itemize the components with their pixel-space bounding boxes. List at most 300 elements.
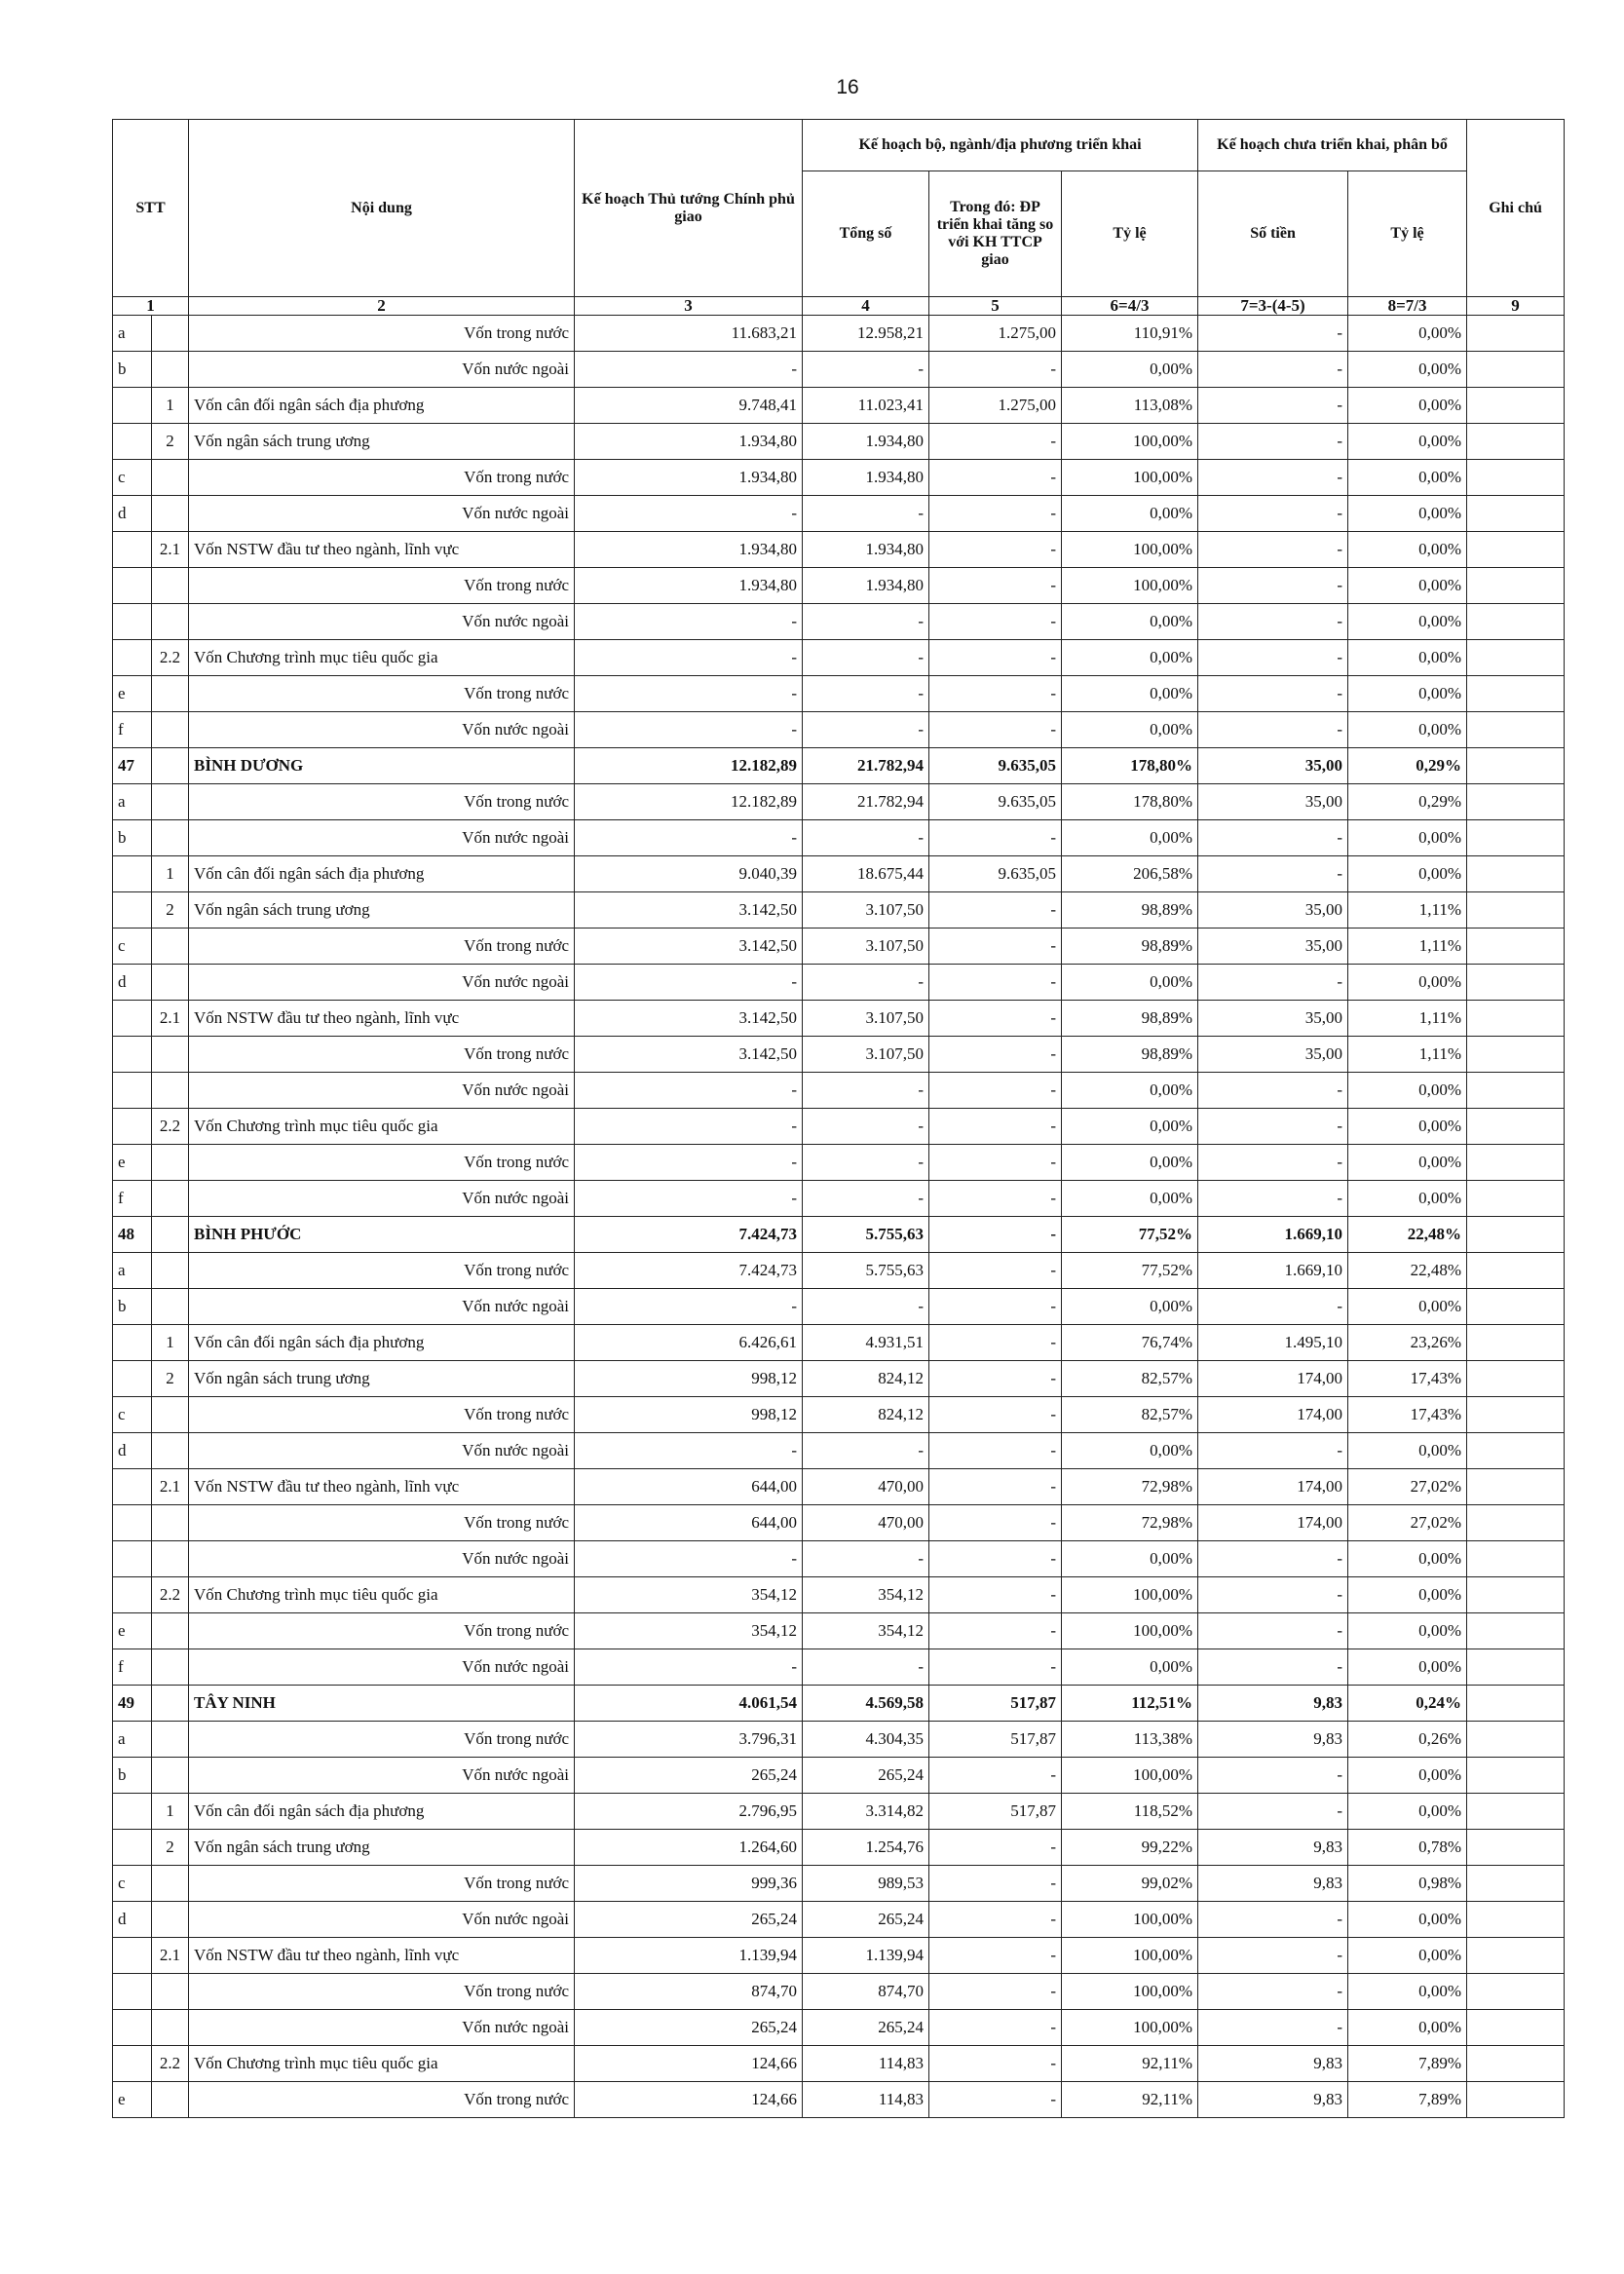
- cell-ty-le: 0,00%: [1062, 496, 1198, 532]
- cell-ke-hoach-ttcp: 124,66: [575, 2046, 803, 2082]
- cell-ghi-chu: [1467, 2082, 1565, 2118]
- cell-tang: 1.275,00: [929, 316, 1062, 352]
- cell-tang: -: [929, 2010, 1062, 2046]
- cell-ghi-chu: [1467, 424, 1565, 460]
- cell-tong-so: -: [803, 1145, 929, 1181]
- cell-so-tien: -: [1198, 568, 1348, 604]
- row-name: Vốn NSTW đầu tư theo ngành, lĩnh vực: [189, 1938, 575, 1974]
- cell-tong-so: -: [803, 676, 929, 712]
- cell-ghi-chu: [1467, 1974, 1565, 2010]
- cell-ke-hoach-ttcp: -: [575, 1541, 803, 1577]
- row-name: Vốn nước ngoài: [189, 1181, 575, 1217]
- cell-ty-le-2: 0,00%: [1348, 1758, 1467, 1794]
- cell-ke-hoach-ttcp: 998,12: [575, 1361, 803, 1397]
- cell-ty-le-2: 7,89%: [1348, 2046, 1467, 2082]
- cell-ty-le: 0,00%: [1062, 1073, 1198, 1109]
- column-number: 6=4/3: [1062, 297, 1198, 316]
- cell-ghi-chu: [1467, 1613, 1565, 1649]
- table-row: [113, 1289, 1565, 1325]
- cell-so-tien: -: [1198, 1974, 1348, 2010]
- cell-ty-le-2: 17,43%: [1348, 1397, 1467, 1433]
- row-sub-number: [152, 496, 189, 532]
- cell-so-tien: 174,00: [1198, 1397, 1348, 1433]
- cell-tang: -: [929, 1758, 1062, 1794]
- cell-ke-hoach-ttcp: -: [575, 1649, 803, 1686]
- cell-ghi-chu: [1467, 820, 1565, 856]
- cell-ghi-chu: [1467, 1073, 1565, 1109]
- cell-ty-le: 99,02%: [1062, 1866, 1198, 1902]
- cell-ty-le: 0,00%: [1062, 1433, 1198, 1469]
- table-row: [113, 1145, 1565, 1181]
- cell-ty-le-2: 0,00%: [1348, 1109, 1467, 1145]
- row-name: Vốn Chương trình mục tiêu quốc gia: [189, 640, 575, 676]
- cell-ke-hoach-ttcp: 265,24: [575, 1758, 803, 1794]
- row-sub-number: [152, 1686, 189, 1722]
- row-stt: b: [113, 820, 152, 856]
- row-stt: 49: [113, 1686, 152, 1722]
- row-name: Vốn nước ngoài: [189, 352, 575, 388]
- cell-so-tien: 9,83: [1198, 2046, 1348, 2082]
- row-name: Vốn Chương trình mục tiêu quốc gia: [189, 1109, 575, 1145]
- cell-ghi-chu: [1467, 1794, 1565, 1830]
- row-stt: f: [113, 1181, 152, 1217]
- cell-ty-le-2: 0,78%: [1348, 1830, 1467, 1866]
- column-number: 7=3-(4-5): [1198, 297, 1348, 316]
- table-row: [113, 965, 1565, 1001]
- table-row: [113, 1325, 1565, 1361]
- row-name: Vốn trong nước: [189, 1397, 575, 1433]
- cell-tong-so: -: [803, 1433, 929, 1469]
- cell-ghi-chu: [1467, 1649, 1565, 1686]
- column-number: 1: [113, 297, 189, 316]
- table-row: [113, 460, 1565, 496]
- row-name: Vốn trong nước: [189, 1613, 575, 1649]
- table-row: [113, 1613, 1565, 1649]
- header-trong-do: Trong đó: ĐP triển khai tăng so với KH TTCP giao: [929, 171, 1062, 297]
- cell-so-tien: 9,83: [1198, 2082, 1348, 2118]
- cell-ty-le: 206,58%: [1062, 856, 1198, 892]
- cell-ghi-chu: [1467, 568, 1565, 604]
- cell-ke-hoach-ttcp: 1.934,80: [575, 532, 803, 568]
- cell-ke-hoach-ttcp: 354,12: [575, 1613, 803, 1649]
- row-stt: [113, 1541, 152, 1577]
- row-sub-number: 2: [152, 892, 189, 929]
- cell-ke-hoach-ttcp: 3.142,50: [575, 892, 803, 929]
- cell-ke-hoach-ttcp: 354,12: [575, 1577, 803, 1613]
- row-sub-number: [152, 1505, 189, 1541]
- cell-tong-so: 354,12: [803, 1613, 929, 1649]
- cell-so-tien: -: [1198, 1433, 1348, 1469]
- cell-ty-le: 92,11%: [1062, 2046, 1198, 2082]
- cell-ghi-chu: [1467, 965, 1565, 1001]
- cell-tong-so: 3.314,82: [803, 1794, 929, 1830]
- cell-ty-le: 82,57%: [1062, 1361, 1198, 1397]
- cell-tang: 9.635,05: [929, 856, 1062, 892]
- cell-ty-le-2: 0,00%: [1348, 1902, 1467, 1938]
- row-sub-number: 2.2: [152, 1109, 189, 1145]
- cell-so-tien: 174,00: [1198, 1469, 1348, 1505]
- row-stt: e: [113, 2082, 152, 2118]
- row-sub-number: [152, 1541, 189, 1577]
- cell-tong-so: -: [803, 820, 929, 856]
- row-name: Vốn trong nước: [189, 2082, 575, 2118]
- cell-ty-le: 100,00%: [1062, 1758, 1198, 1794]
- cell-ty-le-2: 0,00%: [1348, 532, 1467, 568]
- cell-so-tien: 1.495,10: [1198, 1325, 1348, 1361]
- cell-ke-hoach-ttcp: -: [575, 496, 803, 532]
- row-sub-number: 2: [152, 1361, 189, 1397]
- cell-ty-le-2: 0,00%: [1348, 1073, 1467, 1109]
- cell-tang: -: [929, 892, 1062, 929]
- cell-so-tien: 35,00: [1198, 892, 1348, 929]
- province-row: [113, 748, 1565, 784]
- table-row: [113, 1037, 1565, 1073]
- cell-tong-so: -: [803, 640, 929, 676]
- cell-ghi-chu: [1467, 1902, 1565, 1938]
- cell-ty-le: 100,00%: [1062, 1902, 1198, 1938]
- cell-ghi-chu: [1467, 1217, 1565, 1253]
- cell-so-tien: -: [1198, 965, 1348, 1001]
- cell-so-tien: -: [1198, 460, 1348, 496]
- table-row: [113, 1181, 1565, 1217]
- cell-ty-le-2: 0,00%: [1348, 676, 1467, 712]
- row-sub-number: [152, 1253, 189, 1289]
- cell-tong-so: 824,12: [803, 1397, 929, 1433]
- cell-ty-le-2: 0,00%: [1348, 712, 1467, 748]
- row-sub-number: 2.2: [152, 2046, 189, 2082]
- row-sub-number: [152, 568, 189, 604]
- cell-so-tien: 9,83: [1198, 1722, 1348, 1758]
- cell-ty-le-2: 0,00%: [1348, 1145, 1467, 1181]
- header-ty-le: Tỷ lệ: [1062, 171, 1198, 297]
- cell-so-tien: 1.669,10: [1198, 1253, 1348, 1289]
- cell-ty-le-2: 0,00%: [1348, 424, 1467, 460]
- table-row: [113, 1649, 1565, 1686]
- cell-ty-le: 82,57%: [1062, 1397, 1198, 1433]
- cell-tong-so: 11.023,41: [803, 388, 929, 424]
- row-name: TÂY NINH: [189, 1686, 575, 1722]
- cell-ty-le: 178,80%: [1062, 784, 1198, 820]
- cell-so-tien: -: [1198, 388, 1348, 424]
- cell-tong-so: 1.139,94: [803, 1938, 929, 1974]
- cell-so-tien: -: [1198, 856, 1348, 892]
- cell-ke-hoach-ttcp: -: [575, 604, 803, 640]
- row-stt: [113, 640, 152, 676]
- cell-ke-hoach-ttcp: -: [575, 352, 803, 388]
- row-sub-number: [152, 2082, 189, 2118]
- cell-ke-hoach-ttcp: -: [575, 1181, 803, 1217]
- cell-ke-hoach-ttcp: 1.934,80: [575, 424, 803, 460]
- cell-ty-le: 100,00%: [1062, 532, 1198, 568]
- cell-ty-le-2: 22,48%: [1348, 1253, 1467, 1289]
- cell-ghi-chu: [1467, 1001, 1565, 1037]
- cell-ty-le-2: 0,00%: [1348, 1433, 1467, 1469]
- table-row: [113, 1361, 1565, 1397]
- row-stt: f: [113, 712, 152, 748]
- cell-ke-hoach-ttcp: -: [575, 1073, 803, 1109]
- cell-tang: -: [929, 820, 1062, 856]
- cell-ty-le-2: 0,00%: [1348, 388, 1467, 424]
- cell-ty-le: 100,00%: [1062, 1613, 1198, 1649]
- table-row: [113, 856, 1565, 892]
- cell-ghi-chu: [1467, 676, 1565, 712]
- row-name: Vốn trong nước: [189, 1974, 575, 2010]
- cell-ghi-chu: [1467, 1361, 1565, 1397]
- row-sub-number: [152, 1217, 189, 1253]
- row-name: Vốn cân đối ngân sách địa phương: [189, 1794, 575, 1830]
- cell-ty-le-2: 1,11%: [1348, 1001, 1467, 1037]
- row-name: Vốn ngân sách trung ương: [189, 892, 575, 929]
- cell-ty-le: 0,00%: [1062, 1181, 1198, 1217]
- cell-tong-so: 989,53: [803, 1866, 929, 1902]
- row-name: Vốn nước ngoài: [189, 1433, 575, 1469]
- row-stt: [113, 1325, 152, 1361]
- cell-so-tien: -: [1198, 1577, 1348, 1613]
- cell-ty-le: 100,00%: [1062, 2010, 1198, 2046]
- cell-ghi-chu: [1467, 532, 1565, 568]
- cell-ty-le: 100,00%: [1062, 1577, 1198, 1613]
- cell-so-tien: -: [1198, 496, 1348, 532]
- row-name: Vốn trong nước: [189, 568, 575, 604]
- cell-tang: -: [929, 1037, 1062, 1073]
- cell-ty-le-2: 0,00%: [1348, 856, 1467, 892]
- cell-ke-hoach-ttcp: -: [575, 712, 803, 748]
- cell-ty-le-2: 0,00%: [1348, 1974, 1467, 2010]
- cell-tang: -: [929, 1866, 1062, 1902]
- row-name: Vốn trong nước: [189, 1505, 575, 1541]
- cell-ghi-chu: [1467, 640, 1565, 676]
- header-noi-dung: Nội dung: [189, 120, 575, 297]
- cell-tang: -: [929, 1397, 1062, 1433]
- row-sub-number: [152, 1902, 189, 1938]
- cell-ke-hoach-ttcp: 11.683,21: [575, 316, 803, 352]
- cell-tang: 9.635,05: [929, 784, 1062, 820]
- header-ty-le-2: Tỷ lệ: [1348, 171, 1467, 297]
- cell-tang: -: [929, 1109, 1062, 1145]
- cell-ke-hoach-ttcp: 12.182,89: [575, 748, 803, 784]
- row-name: Vốn trong nước: [189, 1866, 575, 1902]
- row-name: Vốn Chương trình mục tiêu quốc gia: [189, 2046, 575, 2082]
- row-stt: [113, 1577, 152, 1613]
- cell-tang: -: [929, 1938, 1062, 1974]
- cell-so-tien: -: [1198, 1902, 1348, 1938]
- header-tong-so: Tổng số: [803, 171, 929, 297]
- cell-ty-le: 0,00%: [1062, 1541, 1198, 1577]
- cell-tang: -: [929, 1649, 1062, 1686]
- row-stt: [113, 1938, 152, 1974]
- table-row: [113, 1397, 1565, 1433]
- cell-tang: -: [929, 2046, 1062, 2082]
- cell-ghi-chu: [1467, 1181, 1565, 1217]
- cell-ghi-chu: [1467, 1037, 1565, 1073]
- row-stt: [113, 388, 152, 424]
- cell-ty-le: 72,98%: [1062, 1505, 1198, 1541]
- row-name: BÌNH DƯƠNG: [189, 748, 575, 784]
- column-number: 9: [1467, 297, 1565, 316]
- cell-ty-le: 0,00%: [1062, 676, 1198, 712]
- row-sub-number: [152, 316, 189, 352]
- table-row: [113, 2046, 1565, 2082]
- cell-tong-so: 5.755,63: [803, 1217, 929, 1253]
- row-stt: [113, 424, 152, 460]
- cell-ke-hoach-ttcp: 4.061,54: [575, 1686, 803, 1722]
- cell-ghi-chu: [1467, 2046, 1565, 2082]
- cell-ke-hoach-ttcp: 3.796,31: [575, 1722, 803, 1758]
- row-stt: d: [113, 1433, 152, 1469]
- cell-tong-so: 4.569,58: [803, 1686, 929, 1722]
- budget-table: [112, 119, 1565, 2118]
- cell-tong-so: -: [803, 712, 929, 748]
- cell-tang: -: [929, 1974, 1062, 2010]
- cell-ty-le-2: 0,00%: [1348, 1938, 1467, 1974]
- cell-ke-hoach-ttcp: 998,12: [575, 1397, 803, 1433]
- cell-ty-le: 100,00%: [1062, 568, 1198, 604]
- row-name: Vốn cân đối ngân sách địa phương: [189, 388, 575, 424]
- row-sub-number: [152, 820, 189, 856]
- table-row: [113, 1866, 1565, 1902]
- cell-ke-hoach-ttcp: 6.426,61: [575, 1325, 803, 1361]
- cell-tong-so: 21.782,94: [803, 748, 929, 784]
- cell-tang: -: [929, 532, 1062, 568]
- table-row: [113, 1109, 1565, 1145]
- cell-tong-so: -: [803, 604, 929, 640]
- cell-ty-le-2: 0,00%: [1348, 460, 1467, 496]
- cell-tang: -: [929, 1613, 1062, 1649]
- cell-so-tien: 35,00: [1198, 1001, 1348, 1037]
- cell-ghi-chu: [1467, 496, 1565, 532]
- cell-ghi-chu: [1467, 1830, 1565, 1866]
- row-name: Vốn nước ngoài: [189, 1902, 575, 1938]
- cell-ty-le: 0,00%: [1062, 712, 1198, 748]
- row-stt: d: [113, 965, 152, 1001]
- row-name: BÌNH PHƯỚC: [189, 1217, 575, 1253]
- row-stt: [113, 856, 152, 892]
- row-sub-number: 2.2: [152, 640, 189, 676]
- cell-so-tien: 9,83: [1198, 1686, 1348, 1722]
- row-stt: a: [113, 316, 152, 352]
- table-row: [113, 424, 1565, 460]
- cell-ty-le: 77,52%: [1062, 1217, 1198, 1253]
- cell-ke-hoach-ttcp: -: [575, 676, 803, 712]
- row-sub-number: 1: [152, 856, 189, 892]
- row-stt: f: [113, 1649, 152, 1686]
- table-row: [113, 604, 1565, 640]
- cell-ghi-chu: [1467, 1253, 1565, 1289]
- cell-ty-le: 98,89%: [1062, 929, 1198, 965]
- column-number: 2: [189, 297, 575, 316]
- cell-tang: -: [929, 1505, 1062, 1541]
- row-stt: [113, 1073, 152, 1109]
- row-name: Vốn trong nước: [189, 929, 575, 965]
- cell-tang: 9.635,05: [929, 748, 1062, 784]
- cell-ke-hoach-ttcp: 2.796,95: [575, 1794, 803, 1830]
- cell-tang: -: [929, 424, 1062, 460]
- cell-ty-le-2: 22,48%: [1348, 1217, 1467, 1253]
- cell-so-tien: 9,83: [1198, 1830, 1348, 1866]
- row-sub-number: 1: [152, 1794, 189, 1830]
- cell-tang: 517,87: [929, 1686, 1062, 1722]
- cell-ty-le: 98,89%: [1062, 1001, 1198, 1037]
- row-stt: [113, 568, 152, 604]
- cell-ty-le-2: 17,43%: [1348, 1361, 1467, 1397]
- row-name: Vốn ngân sách trung ương: [189, 424, 575, 460]
- row-stt: [113, 1037, 152, 1073]
- cell-ty-le-2: 0,00%: [1348, 496, 1467, 532]
- cell-ty-le-2: 0,00%: [1348, 1649, 1467, 1686]
- cell-ty-le-2: 1,11%: [1348, 929, 1467, 965]
- cell-so-tien: -: [1198, 1181, 1348, 1217]
- cell-so-tien: -: [1198, 640, 1348, 676]
- row-sub-number: [152, 604, 189, 640]
- header-group-chua-trien-khai: Kế hoạch chưa triển khai, phân bổ: [1198, 120, 1467, 171]
- cell-ty-le: 100,00%: [1062, 1974, 1198, 2010]
- cell-so-tien: -: [1198, 1794, 1348, 1830]
- cell-tong-so: -: [803, 1289, 929, 1325]
- row-name: Vốn nước ngoài: [189, 1289, 575, 1325]
- table-row: [113, 388, 1565, 424]
- table-row: [113, 2082, 1565, 2118]
- cell-ty-le-2: 0,00%: [1348, 1613, 1467, 1649]
- row-sub-number: 2: [152, 424, 189, 460]
- cell-ke-hoach-ttcp: 3.142,50: [575, 1037, 803, 1073]
- row-sub-number: 2.1: [152, 1938, 189, 1974]
- cell-tong-so: 1.254,76: [803, 1830, 929, 1866]
- table-row: [113, 1938, 1565, 1974]
- column-number: 8=7/3: [1348, 297, 1467, 316]
- cell-tong-so: -: [803, 1181, 929, 1217]
- cell-ghi-chu: [1467, 1469, 1565, 1505]
- cell-tang: -: [929, 1145, 1062, 1181]
- cell-tang: 517,87: [929, 1722, 1062, 1758]
- cell-ke-hoach-ttcp: -: [575, 820, 803, 856]
- row-name: Vốn Chương trình mục tiêu quốc gia: [189, 1577, 575, 1613]
- cell-ty-le: 100,00%: [1062, 1938, 1198, 1974]
- cell-tang: -: [929, 1289, 1062, 1325]
- cell-ty-le-2: 0,00%: [1348, 820, 1467, 856]
- cell-ty-le-2: 0,29%: [1348, 784, 1467, 820]
- cell-ghi-chu: [1467, 352, 1565, 388]
- cell-ty-le: 92,11%: [1062, 2082, 1198, 2118]
- cell-tang: -: [929, 2082, 1062, 2118]
- cell-ty-le: 113,08%: [1062, 388, 1198, 424]
- cell-ty-le-2: 0,00%: [1348, 568, 1467, 604]
- cell-ghi-chu: [1467, 712, 1565, 748]
- row-name: Vốn trong nước: [189, 1145, 575, 1181]
- cell-ke-hoach-ttcp: -: [575, 640, 803, 676]
- cell-tang: -: [929, 460, 1062, 496]
- cell-ty-le-2: 0,00%: [1348, 352, 1467, 388]
- table-row: [113, 1433, 1565, 1469]
- header-stt: STT: [113, 120, 189, 297]
- row-sub-number: [152, 1866, 189, 1902]
- cell-ty-le: 0,00%: [1062, 965, 1198, 1001]
- cell-ty-le-2: 23,26%: [1348, 1325, 1467, 1361]
- cell-tong-so: 18.675,44: [803, 856, 929, 892]
- column-number: 3: [575, 297, 803, 316]
- row-name: Vốn trong nước: [189, 1722, 575, 1758]
- cell-tang: -: [929, 712, 1062, 748]
- cell-ke-hoach-ttcp: 12.182,89: [575, 784, 803, 820]
- cell-tang: -: [929, 1001, 1062, 1037]
- row-stt: [113, 2046, 152, 2082]
- cell-ke-hoach-ttcp: -: [575, 1289, 803, 1325]
- cell-ke-hoach-ttcp: 7.424,73: [575, 1217, 803, 1253]
- province-row: [113, 1217, 1565, 1253]
- table-row: [113, 496, 1565, 532]
- cell-ty-le: 118,52%: [1062, 1794, 1198, 1830]
- cell-ke-hoach-ttcp: 1.934,80: [575, 460, 803, 496]
- cell-ghi-chu: [1467, 1866, 1565, 1902]
